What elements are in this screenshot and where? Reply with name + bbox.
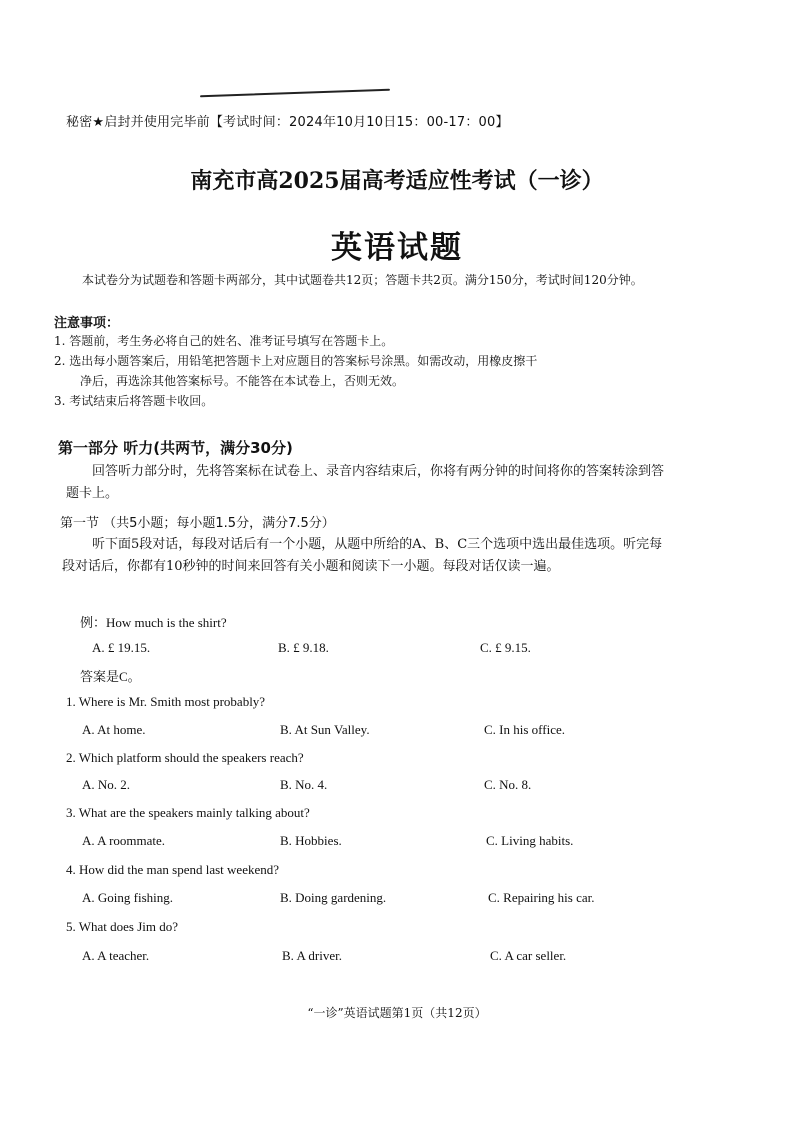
example-answer: 答案是C。 [80, 669, 141, 684]
page-footer: “一诊”英语试题第1页（共12页） [307, 1006, 487, 1020]
notice-heading: 注意事项： [54, 316, 120, 331]
notice-item: 1. 答题前，考生务必将自己的姓名、准考证号填写在答题卡上。 [54, 334, 394, 348]
scan-mark [200, 89, 390, 98]
q4-option-c: C. Repairing his car. [488, 890, 595, 905]
q2-option-b: B. No. 4. [280, 777, 328, 792]
notice-item: 3. 考试结束后将答题卡收回。 [54, 394, 214, 408]
q1-option-c: C. In his office. [484, 722, 565, 737]
q4-option-b: B. Doing gardening. [280, 890, 387, 905]
notice-item: 净后，再选涂其他答案标号。不能答在本试卷上，否则无效。 [80, 374, 405, 388]
example-option-b: B. £ 9.18. [278, 640, 329, 655]
question-2: 2. Which platform should the speakers reach? [66, 750, 304, 765]
q5-option-a: A. A teacher. [82, 948, 150, 963]
question-5: 5. What does Jim do? [66, 919, 179, 934]
example-question: 例：How much is the shirt? [80, 615, 227, 630]
q3-option-b: B. Hobbies. [280, 833, 342, 848]
q1-option-b: B. At Sun Valley. [280, 722, 370, 737]
confidential-notice: 秘密★启封并使用完毕前【考试时间：2024年10月10日15：00-17：00】 [66, 115, 509, 130]
question-1: 1. Where is Mr. Smith most probably? [66, 694, 266, 709]
q2-option-a: A. No. 2. [82, 777, 131, 792]
part1-heading: 第一部分 听力(共两节，满分30分) [58, 439, 293, 457]
exam-subtitle: 英语试题 [331, 230, 463, 266]
exam-title: 南充市高2025届高考适应性考试（一诊） [190, 168, 604, 194]
q4-option-a: A. Going fishing. [82, 890, 173, 905]
exam-intro: 本试卷分为试题卷和答题卡两部分，其中试题卷共12页；答题卡共2页。满分150分，考试时间120分钟。 [82, 273, 643, 287]
example-option-c: C. £ 9.15. [480, 640, 531, 655]
question-4: 4. How did the man spend last weekend? [66, 862, 280, 877]
notice-item: 2. 选出每小题答案后，用铅笔把答题卡上对应题目的答案标号涂黑。如需改动，用橡皮擦干 [54, 354, 538, 368]
q5-option-b: B. A driver. [282, 948, 342, 963]
q5-option-c: C. A car seller. [490, 948, 567, 963]
part1-instructions: 回答听力部分时，先将答案标在试卷上、录音内容结束后，你将有两分钟的时间将你的答案转涂到答题卡上。 [66, 464, 665, 501]
section1-heading: 第一节 （共5小题；每小题1.5分，满分7.5分） [60, 516, 335, 531]
q2-option-c: C. No. 8. [484, 777, 532, 792]
example-option-a: A. £ 19.15. [92, 640, 151, 655]
q1-option-a: A. At home. [82, 722, 146, 737]
q3-option-c: C. Living habits. [486, 833, 574, 848]
section1-instructions: 听下面5段对话，每段对话后有一个小题，从题中所给的A、B、C三个选项中选出最佳选项。听完每段对话后，你都有10秒钟的时间来回答有关小题和阅读下一小题。每段对话仅读一遍。 [62, 537, 663, 574]
q3-option-a: A. A roommate. [82, 833, 166, 848]
question-3: 3. What are the speakers mainly talking about? [66, 805, 310, 820]
